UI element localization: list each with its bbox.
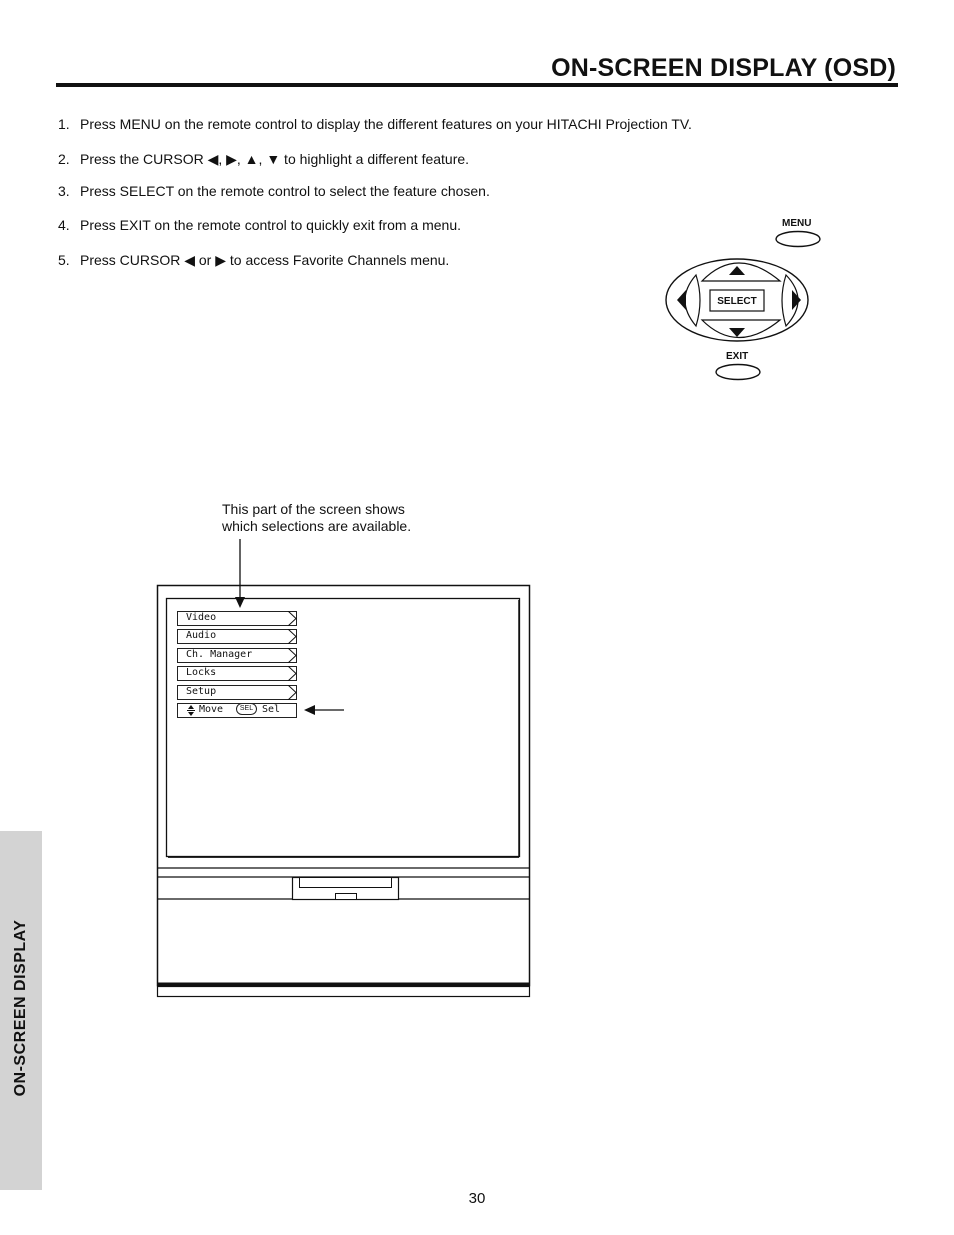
selections-callout — [222, 501, 411, 535]
step-number: 5. — [58, 252, 70, 268]
move-arrows-icon — [186, 705, 196, 716]
step-item — [58, 151, 469, 168]
exit-button[interactable] — [716, 365, 760, 380]
step-item — [58, 252, 449, 269]
step-number: 2. — [58, 151, 70, 167]
step-number: 1. — [58, 116, 70, 132]
section-side-tab-label: ON-SCREEN DISPLAY — [12, 919, 29, 1097]
osd-menu-item-ch-manager[interactable] — [177, 648, 297, 663]
step-text: Press MENU on the remote control to display the different features on your HITACHI Projection TV. — [80, 116, 692, 132]
step-number: 3. — [58, 183, 70, 199]
title-rule — [56, 83, 898, 87]
osd-menu-item-locks[interactable] — [177, 666, 297, 681]
select-button-label: SELECT — [717, 296, 757, 307]
osd-item-label: Setup — [186, 686, 217, 697]
menu-button[interactable] — [776, 232, 820, 247]
step-text: Press EXIT on the remote control to quickly exit from a menu. — [80, 217, 462, 233]
osd-sel-badge: SEL — [236, 703, 257, 715]
osd-move-label: Move — [199, 704, 224, 715]
osd-menu-item-audio[interactable] — [177, 629, 297, 644]
osd-item-label: Ch. Manager — [186, 649, 253, 660]
osd-help-bar — [177, 703, 297, 718]
step-item — [58, 116, 692, 132]
page-number: 30 — [468, 1190, 486, 1207]
osd-item-label: Audio — [186, 630, 217, 641]
callout-line: which selections are available. — [222, 518, 412, 534]
tv-illustration — [150, 535, 540, 1005]
chevron-right-icon — [285, 648, 297, 663]
osd-item-label: Video — [186, 612, 217, 623]
chevron-right-icon — [285, 685, 297, 700]
page-title: ON-SCREEN DISPLAY (OSD) — [551, 54, 896, 82]
chevron-right-icon — [285, 611, 297, 626]
osd-menu-item-video[interactable] — [177, 611, 297, 626]
osd-menu-item-setup[interactable] — [177, 685, 297, 700]
step-number: 4. — [58, 217, 70, 233]
step-text: Press the CURSOR ◀, ▶, ▲, ▼ to highlight a different feature. — [80, 151, 470, 167]
step-text: Press SELECT on the remote control to select the feature chosen. — [80, 183, 490, 199]
chevron-right-icon — [285, 666, 297, 681]
step-text: Press CURSOR ◀ or ▶ to access Favorite Channels menu. — [80, 252, 450, 268]
menu-button-label: MENU — [782, 218, 812, 229]
exit-button-label: EXIT — [726, 351, 749, 362]
callout-line: This part of the screen shows — [222, 501, 405, 517]
step-item — [58, 217, 461, 233]
osd-sel-label: Sel — [262, 704, 281, 715]
remote-control-diagram — [660, 225, 830, 385]
step-item — [58, 183, 490, 199]
chevron-right-icon — [285, 629, 297, 644]
osd-item-label: Locks — [186, 667, 217, 678]
